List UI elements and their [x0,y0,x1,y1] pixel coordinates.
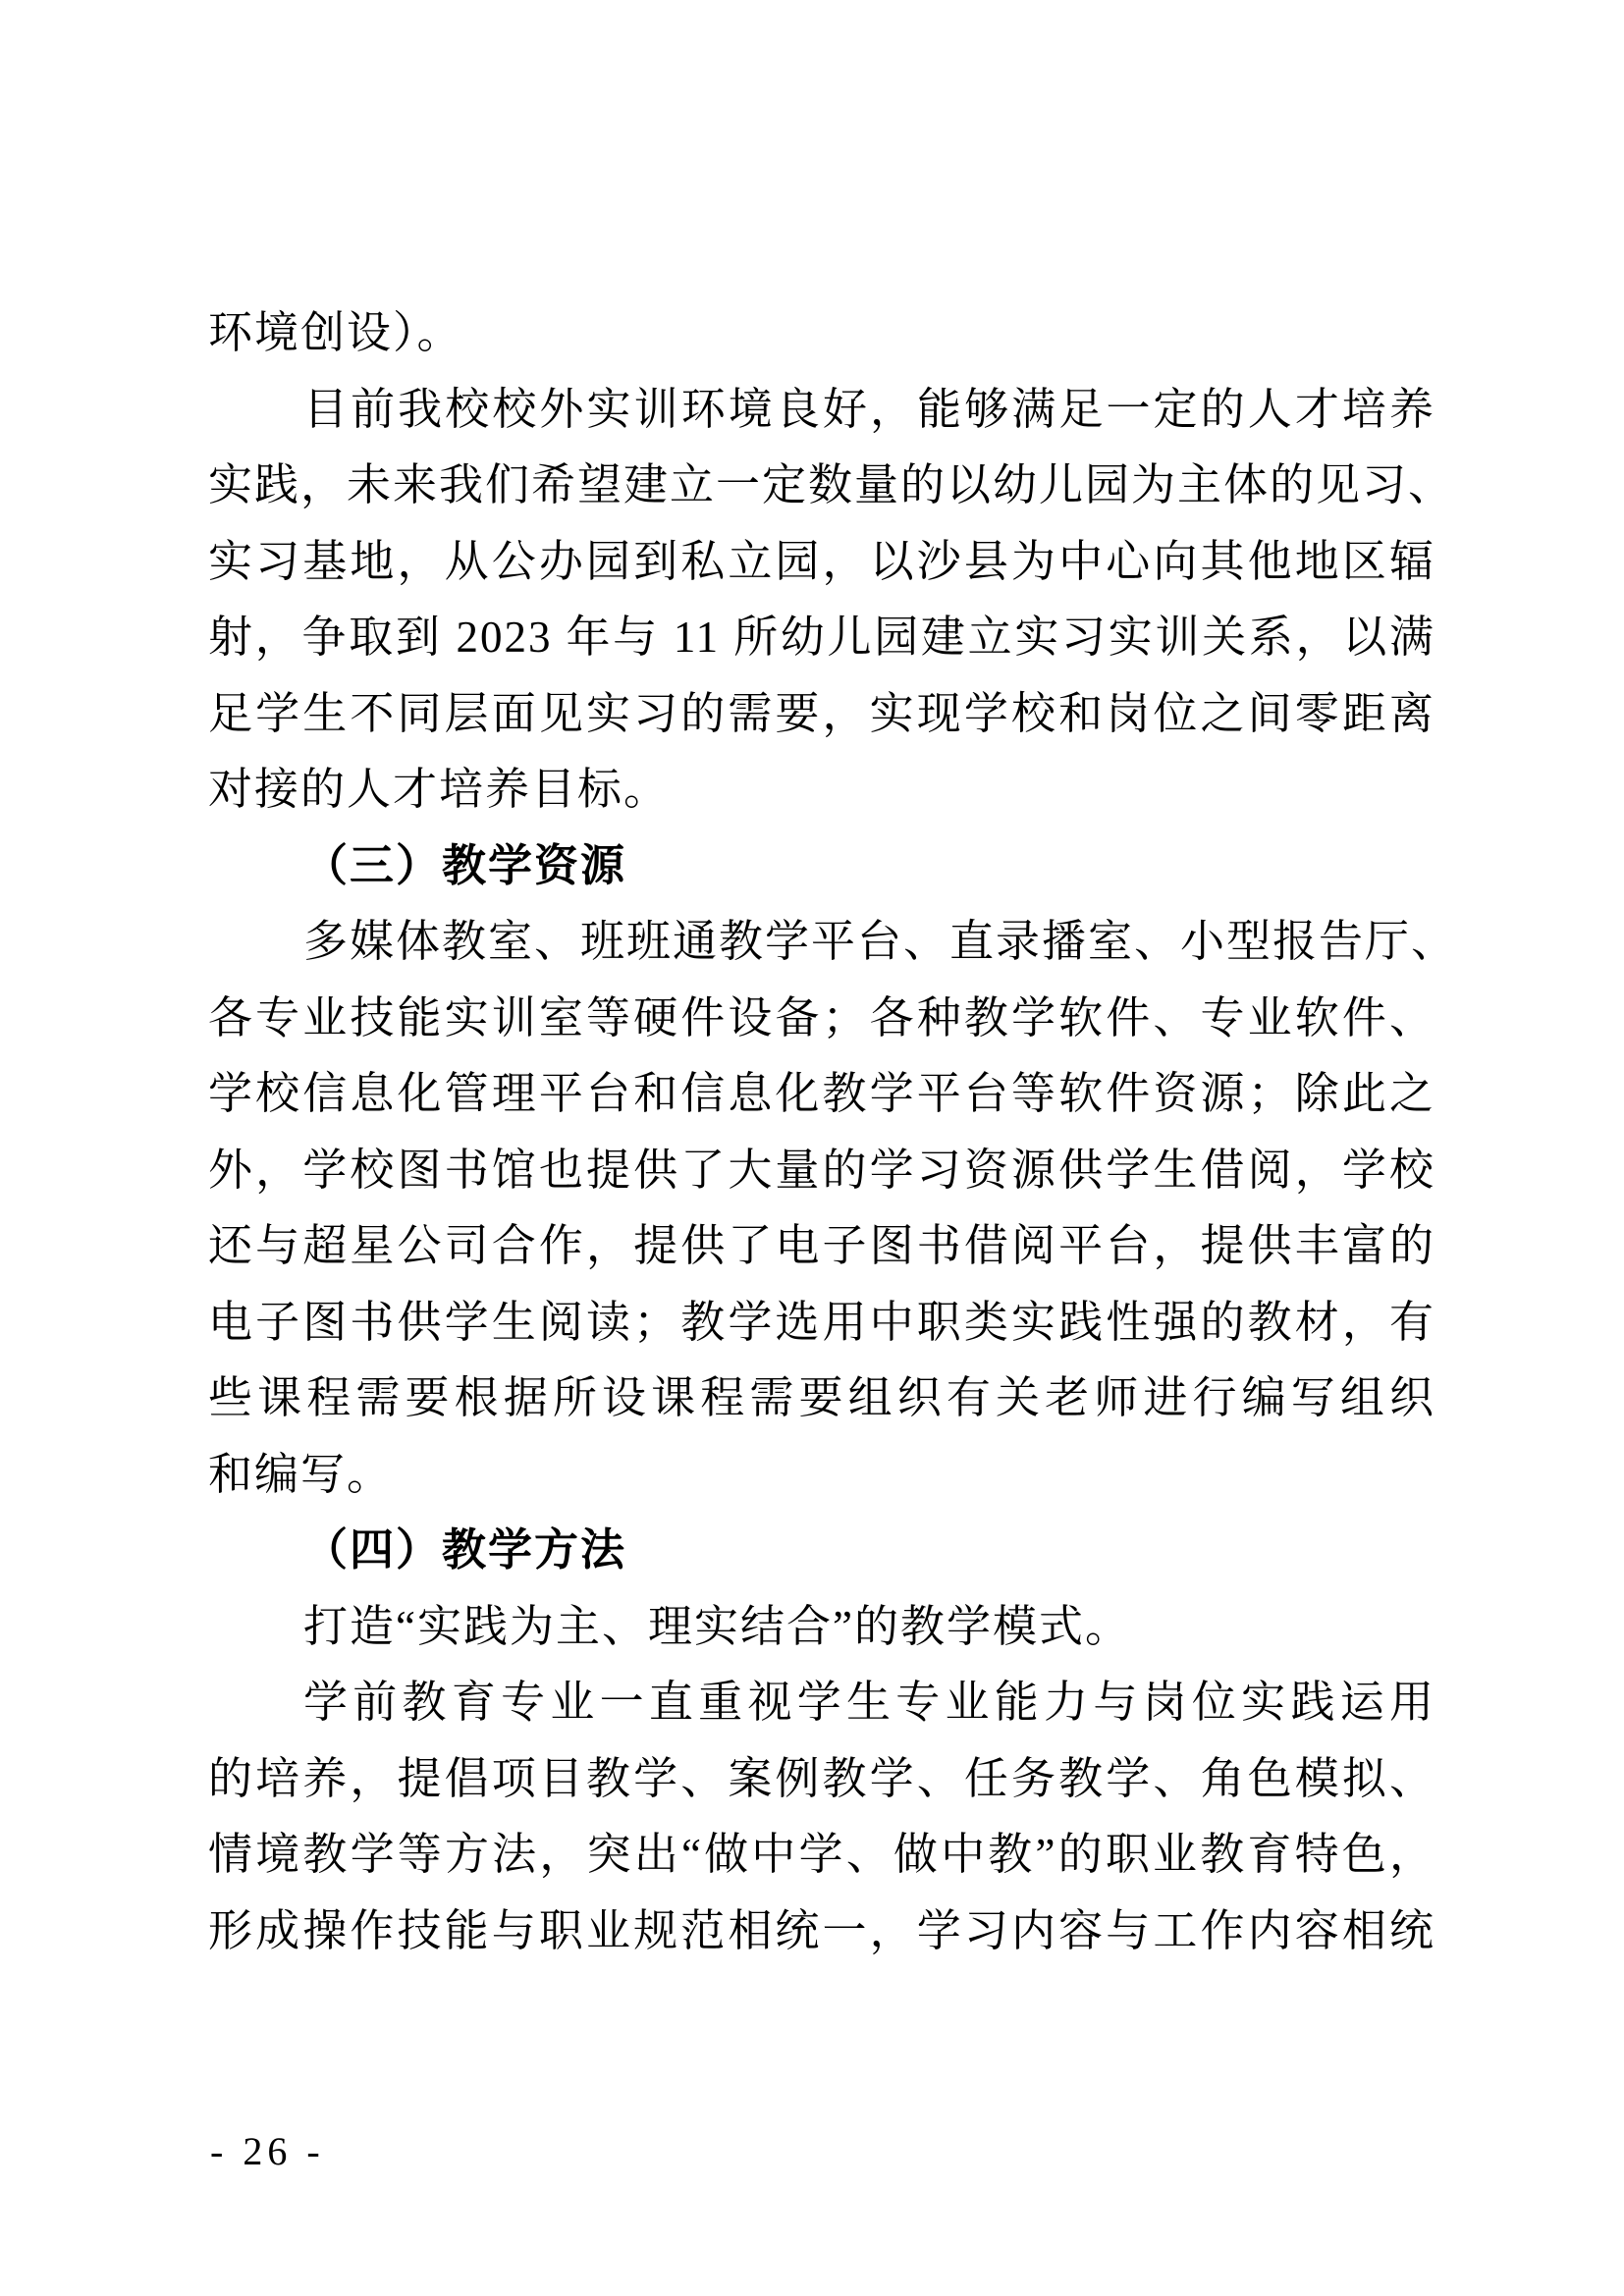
text-line: 形成操作技能与职业规范相统一，学习内容与工作内容相统 [208,1905,1435,1955]
section-heading: （三）教学资源 [303,840,627,890]
text-line: 电子图书供学生阅读；教学选用中职类实践性强的教材，有 [208,1297,1435,1347]
text-line: 情境教学等方法，突出“做中学、做中教”的职业教育特色， [208,1830,1435,1879]
text-line: 的培养，提倡项目教学、案例教学、任务教学、角色模拟、 [208,1753,1435,1803]
text-line: 足学生不同层面见实习的需要，实现学校和岗位之间零距离 [208,688,1435,738]
section-heading: （四）教学方法 [303,1525,627,1575]
text-line: 学校信息化管理平台和信息化教学平台等软件资源；除此之 [208,1069,1435,1118]
text-line: 实习基地，从公办园到私立园，以沙县为中心向其他地区辐 [208,536,1435,586]
text-line: 目前我校校外实训环境良好，能够满足一定的人才培养 [303,384,1435,434]
text-line: 各专业技能实训室等硬件设备；各种教学软件、专业软件、 [208,992,1435,1042]
text-line: 学前教育专业一直重视学生专业能力与岗位实践运用 [303,1678,1435,1727]
text-line: 打造“实践为主、理实结合”的教学模式。 [303,1601,1131,1651]
text-line: 环境创设）。 [208,308,463,357]
text-line: 些课程需要根据所设课程需要组织有关老师进行编写组织 [208,1373,1435,1422]
text-line: 对接的人才培养目标。 [208,765,671,814]
text-line: 射，争取到 2023 年与 11 所幼儿园建立实习实训关系，以满 [208,613,1435,662]
document-body [208,295,1458,1969]
page-number: - 26 - [210,2129,325,2173]
text-line: 外，学校图书馆也提供了大量的学习资源供学生借阅，学校 [208,1145,1435,1195]
text-line: 实践，未来我们希望建立一定数量的以幼儿园为主体的见习、 [208,460,1455,509]
text-line: 还与超星公司合作，提供了电子图书借阅平台，提供丰富的 [208,1221,1435,1270]
text-line: 和编写。 [208,1449,394,1499]
text-line: 多媒体教室、班班通教学平台、直录播室、小型报告厅、 [303,917,1458,966]
